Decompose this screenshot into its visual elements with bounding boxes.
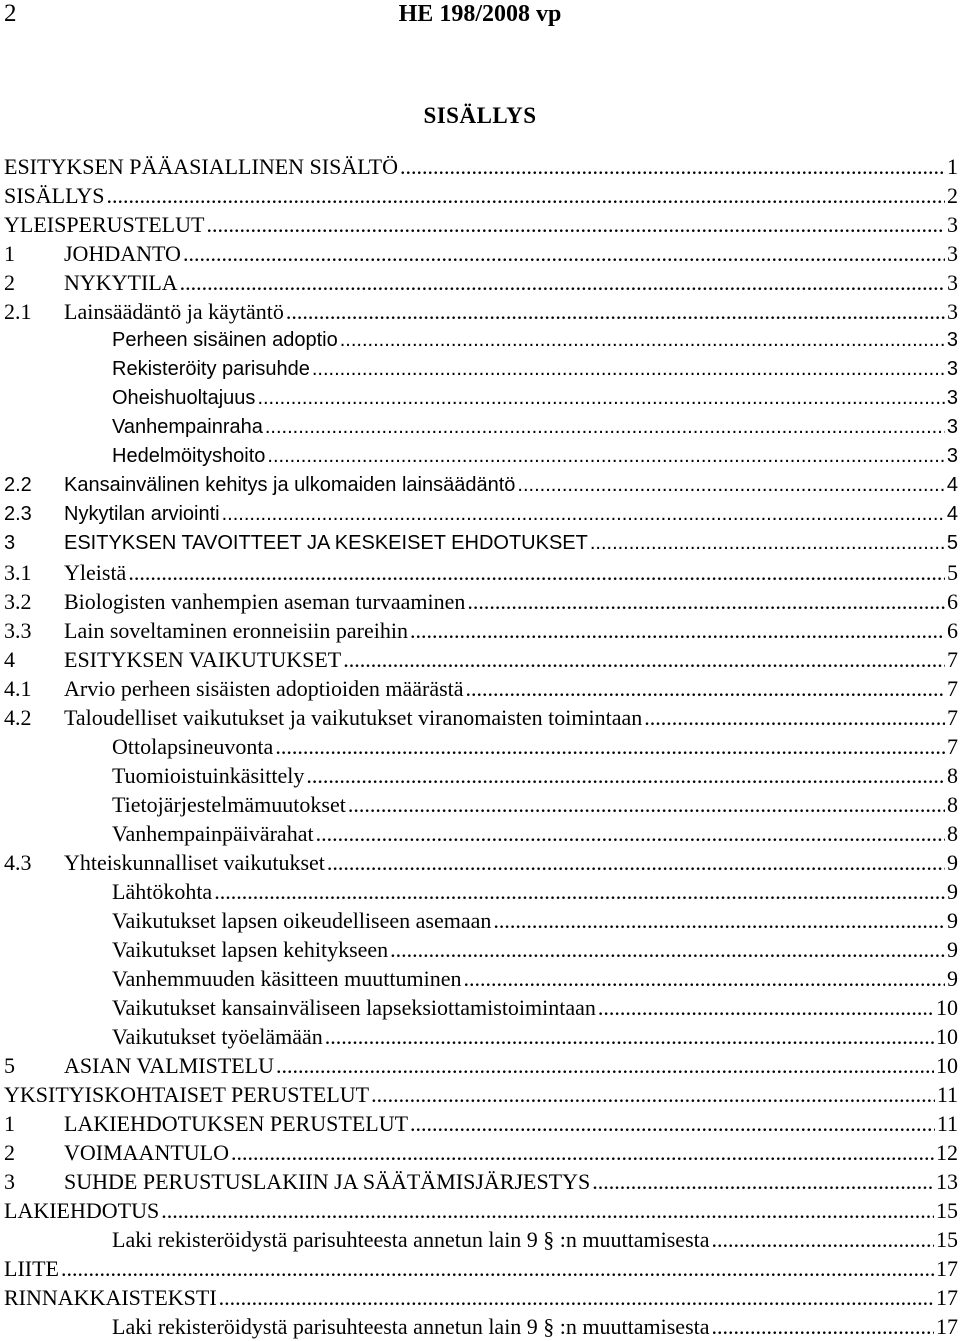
toc-entry-leader-dots (257, 384, 944, 413)
toc-entry-title: Yhteiskunnalliset vaikutukset (64, 850, 325, 875)
toc-entry-title: Vanhemmuuden käsitteen muuttuminen (112, 966, 462, 991)
toc-entry-title: Vaikutukset työelämään (112, 1024, 323, 1049)
toc-entry-page-number: 5 (946, 532, 958, 554)
toc-entry[interactable] (4, 1109, 958, 1138)
toc-entry[interactable] (4, 1167, 958, 1196)
toc-entry[interactable] (4, 529, 958, 558)
toc-entry-title: YKSITYISKOHTAISET PERUSTELUT (4, 1082, 370, 1107)
toc-entry-title: Perheen sisäinen adoptio (112, 329, 338, 351)
toc-entry-title: RINNAKKAISTEKSTI (4, 1285, 217, 1310)
toc-entry[interactable] (4, 239, 958, 268)
toc-entry-leader-dots (340, 326, 945, 355)
toc-entry-page-number: 9 (947, 937, 958, 962)
toc-entry-leader-dots (128, 558, 945, 587)
toc-entry-page-number: 7 (947, 734, 958, 759)
toc-entry-number: 1 (4, 241, 15, 266)
toc-entry-title: JOHDANTO (64, 241, 181, 266)
toc-entry[interactable] (4, 732, 958, 761)
toc-entry-page-number: 12 (936, 1140, 958, 1165)
toc-entry-page-number: 7 (947, 705, 958, 730)
toc-entry-number: 3 (4, 532, 16, 554)
toc-entry-number: 5 (4, 1053, 15, 1078)
toc-entry[interactable] (4, 500, 958, 529)
toc-entry-leader-dots (161, 1196, 934, 1225)
toc-entry[interactable] (4, 703, 958, 732)
toc-entry[interactable] (4, 1225, 958, 1254)
toc-entry-page-number: 6 (947, 618, 958, 643)
toc-entry-leader-dots (390, 935, 945, 964)
page-header (0, 0, 960, 36)
toc-entry-title: Biologisten vanhempien aseman turvaaminen (64, 589, 466, 614)
toc-entry-page-number: 9 (947, 879, 958, 904)
toc-entry[interactable] (4, 1196, 958, 1225)
toc-entry-title: Lainsäädäntö ja käytäntö (64, 299, 284, 324)
toc-entry-title: Vaikutukset lapsen kehitykseen (112, 937, 389, 962)
toc-entry-leader-dots (466, 674, 945, 703)
toc-entry-number: 4.1 (4, 676, 32, 701)
toc-entry-page-number: 4 (946, 474, 958, 496)
toc-entry[interactable] (4, 355, 958, 384)
toc-entry-title: Vaikutukset lapsen oikeudelliseen asemaan (112, 908, 492, 933)
toc-entry-title: ESITYKSEN PÄÄASIALLINEN SISÄLTÖ (4, 154, 398, 179)
toc-entry-leader-dots (206, 210, 945, 239)
toc-entry-page-number: 3 (947, 299, 958, 324)
toc-entry-title: Vaikutukset kansainväliseen lapseksiottamistoimintaan (112, 995, 596, 1020)
toc-entry-leader-dots (400, 152, 945, 181)
toc-entry[interactable] (4, 616, 958, 645)
toc-entry-leader-dots (275, 732, 945, 761)
toc-entry[interactable] (4, 587, 958, 616)
toc-entry-leader-dots (371, 1080, 935, 1109)
toc-entry-page-number: 9 (947, 908, 958, 933)
toc-entry-leader-dots (214, 877, 945, 906)
toc-entry-page-number: 17 (936, 1314, 958, 1339)
toc-entry[interactable] (4, 819, 958, 848)
toc-entry-page-number: 10 (936, 995, 958, 1020)
toc-entry-title: Laki rekisteröidystä parisuhteesta annetun lain 9 § :n muuttamisesta (112, 1227, 710, 1252)
toc-entry-title: Lähtökohta (112, 879, 213, 904)
toc-entry-leader-dots (348, 790, 945, 819)
toc-entry-number: 2.1 (4, 299, 32, 324)
toc-entry-title: VOIMAANTULO (64, 1140, 229, 1165)
toc-entry-title: Yleistä (64, 560, 127, 585)
toc-entry-title: ASIAN VALMISTELU (64, 1053, 275, 1078)
toc-entry-page-number: 3 (947, 212, 958, 237)
toc-entry[interactable] (4, 1138, 958, 1167)
toc-entry-title: Ottolapsineuvonta (112, 734, 274, 759)
toc-entry-number: 3.3 (4, 618, 32, 643)
toc-entry-page-number: 1 (947, 154, 958, 179)
toc-entry-page-number: 3 (946, 445, 958, 467)
toc-entry-page-number: 15 (936, 1227, 958, 1252)
toc-entry-page-number: 17 (936, 1285, 958, 1310)
toc-entry[interactable] (4, 268, 958, 297)
toc-entry[interactable] (4, 848, 958, 877)
toc-entry-leader-dots (592, 1167, 934, 1196)
toc-entry-leader-dots (180, 268, 945, 297)
toc-entry-page-number: 2 (947, 183, 958, 208)
toc-entry-page-number: 8 (947, 821, 958, 846)
toc-entry-number: 3 (4, 1169, 15, 1194)
toc-entry-leader-dots (327, 848, 945, 877)
toc-entry-title: SUHDE PERUSTUSLAKIIN JA SÄÄTÄMISJÄRJESTYS (64, 1169, 591, 1194)
toc-entry-title: Oheishuoltajuus (112, 387, 256, 409)
toc-entry-title: Laki rekisteröidystä parisuhteesta annetun lain 9 § :n muuttamisesta (112, 1314, 710, 1339)
toc-entry[interactable] (4, 152, 958, 181)
toc-entry[interactable] (4, 790, 958, 819)
toc-entry-page-number: 15 (936, 1198, 958, 1223)
toc-entry-page-number: 11 (936, 1082, 958, 1107)
toc-entry-title: Vanhempainraha (112, 416, 263, 438)
toc-title: SISÄLLYS (423, 103, 537, 128)
toc-entry-leader-dots (590, 529, 945, 558)
toc-entry-title: ESITYKSEN VAIKUTUKSET (64, 647, 342, 672)
toc-entry-leader-dots (644, 703, 945, 732)
toc-entry[interactable] (4, 558, 958, 587)
toc-entry-page-number: 10 (936, 1053, 958, 1078)
toc-entry-page-number: 4 (946, 503, 958, 525)
toc-entry-title: Kansainvälinen kehitys ja ulkomaiden lainsäädäntö (64, 474, 516, 496)
toc-entry-page-number: 3 (947, 241, 958, 266)
toc-entry-page-number: 9 (947, 850, 958, 875)
toc-entry-leader-dots (517, 471, 944, 500)
toc-entry[interactable] (4, 1080, 958, 1109)
toc-entry[interactable] (4, 326, 958, 355)
toc-entry-number: 2 (4, 1140, 15, 1165)
toc-entry-page-number: 8 (947, 792, 958, 817)
toc-entry[interactable] (4, 935, 958, 964)
toc-entry[interactable] (4, 471, 958, 500)
toc-entry-leader-dots (276, 1051, 934, 1080)
toc-entry-title: Rekisteröity parisuhde (112, 358, 310, 380)
toc-entry-leader-dots (306, 761, 945, 790)
toc-entry-leader-dots (343, 645, 945, 674)
toc-entry[interactable] (4, 1312, 958, 1341)
toc-entry-number: 4.3 (4, 850, 32, 875)
toc-entry-leader-dots (464, 964, 946, 993)
toc-entry-leader-dots (410, 1109, 935, 1138)
toc-entry-leader-dots (712, 1312, 934, 1341)
toc-entry[interactable] (4, 1051, 958, 1080)
page-number: 2 (4, 0, 17, 27)
toc-entry-number: 1 (4, 1111, 15, 1136)
toc-entry-page-number: 13 (936, 1169, 958, 1194)
toc-entry-title: Taloudelliset vaikutukset ja vaikutukset viranomaisten toimintaan (64, 705, 643, 730)
toc-entry-leader-dots (231, 1138, 934, 1167)
toc-entry-leader-dots (712, 1225, 934, 1254)
toc-entry-number: 3.2 (4, 589, 32, 614)
toc-entry-page-number: 3 (947, 270, 958, 295)
toc-entry-number: 2 (4, 270, 15, 295)
toc-entry[interactable] (4, 1254, 958, 1283)
toc-entry-leader-dots (267, 442, 944, 471)
toc-entry-title: LIITE (4, 1256, 59, 1281)
toc-entry-title: Nykytilan arviointi (64, 503, 220, 525)
toc-entry-leader-dots (598, 993, 934, 1022)
toc-entry-number: 2.2 (4, 474, 32, 496)
toc-entry[interactable] (4, 906, 958, 935)
toc-entry-number: 3.1 (4, 560, 32, 585)
toc-entry-title: Arvio perheen sisäisten adoptioiden määrästä (64, 676, 464, 701)
toc-entry[interactable] (4, 1022, 958, 1051)
toc-entry-number: 4 (4, 647, 15, 672)
toc-entry-title: Lain soveltaminen eronneisiin pareihin (64, 618, 408, 643)
toc-entry-leader-dots (222, 500, 945, 529)
toc-entry-leader-dots (493, 906, 945, 935)
toc-entry[interactable] (4, 442, 958, 471)
toc-entry-title: LAKIEHDOTUS (4, 1198, 160, 1223)
toc-entry-title: NYKYTILA (64, 270, 178, 295)
toc-entry-leader-dots (467, 587, 945, 616)
toc-entry[interactable] (4, 297, 958, 326)
toc-entry[interactable] (4, 181, 958, 210)
toc-entry-title: Tuomioistuinkäsittely (112, 763, 305, 788)
toc-entry[interactable] (4, 674, 958, 703)
toc-entry[interactable] (4, 1283, 958, 1312)
toc-entry-leader-dots (286, 297, 945, 326)
toc-entry-leader-dots (106, 181, 945, 210)
toc-entry-page-number: 11 (936, 1111, 958, 1136)
toc-entry-title: YLEISPERUSTELUT (4, 212, 205, 237)
toc-entry-leader-dots (312, 355, 945, 384)
toc-entry-page-number: 9 (947, 966, 958, 991)
toc-entry-leader-dots (325, 1022, 934, 1051)
toc-entry-leader-dots (410, 616, 945, 645)
toc-entry-page-number: 17 (936, 1256, 958, 1281)
toc-entry-number: 4.2 (4, 705, 32, 730)
toc-entry-page-number: 8 (947, 763, 958, 788)
toc-entry-page-number: 3 (946, 358, 958, 380)
toc-entry[interactable] (4, 993, 958, 1022)
toc-entry[interactable] (4, 964, 958, 993)
toc-entry-leader-dots (61, 1254, 934, 1283)
toc-entry-page-number: 5 (947, 560, 958, 585)
toc-entry[interactable] (4, 877, 958, 906)
toc-entry[interactable] (4, 761, 958, 790)
toc-entry[interactable] (4, 413, 958, 442)
toc-entry-title: Tietojärjestelmämuutokset (112, 792, 346, 817)
toc-entry-leader-dots (316, 819, 945, 848)
toc-entry-page-number: 7 (947, 676, 958, 701)
toc-entry-page-number: 6 (947, 589, 958, 614)
document-code: HE 198/2008 vp (398, 1, 562, 27)
toc-entry[interactable] (4, 210, 958, 239)
toc-entry-title: LAKIEHDOTUKSEN PERUSTELUT (64, 1111, 409, 1136)
toc-entry-title: ESITYKSEN TAVOITTEET JA KESKEISET EHDOTUKSET (64, 532, 588, 554)
toc-entry-page-number: 3 (946, 387, 958, 409)
toc-entry[interactable] (4, 645, 958, 674)
toc-entry-leader-dots (265, 413, 945, 442)
toc-entry-page-number: 7 (947, 647, 958, 672)
toc-entry-leader-dots (219, 1283, 934, 1312)
table-of-contents (4, 152, 958, 1341)
toc-entry-title: SISÄLLYS (4, 183, 105, 208)
toc-entry[interactable] (4, 384, 958, 413)
toc-entry-page-number: 3 (946, 329, 958, 351)
toc-entry-number: 2.3 (4, 503, 32, 525)
toc-entry-leader-dots (183, 239, 945, 268)
toc-entry-title: Hedelmöityshoito (112, 445, 266, 467)
toc-entry-title: Vanhempainpäivärahat (112, 821, 314, 846)
toc-entry-page-number: 3 (946, 416, 958, 438)
toc-entry-page-number: 10 (936, 1024, 958, 1049)
